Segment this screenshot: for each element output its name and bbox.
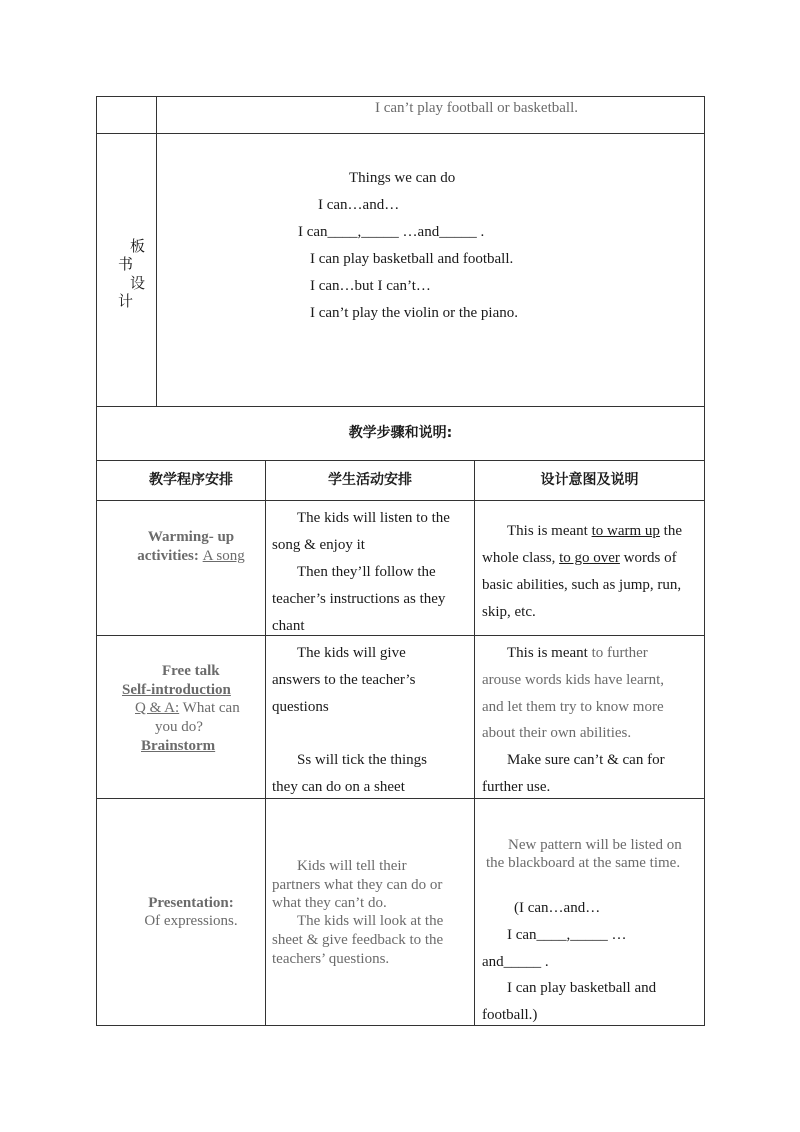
intent-line: football.): [482, 1007, 538, 1023]
intent-line: further use.: [482, 779, 551, 795]
table-border-line: [704, 96, 705, 1026]
activity-line: teacher’s instructions as they: [272, 591, 446, 607]
activity-line: song & enjoy it: [272, 537, 365, 553]
stage-prefix: activities:: [137, 548, 199, 564]
intent-text: This is meant: [507, 523, 592, 539]
stage-subtitle: Of expressions.: [144, 913, 238, 929]
board-design-label-char: 书: [118, 255, 134, 273]
column-header: 教学程序安排: [149, 472, 233, 488]
stage-subtitle: you do?: [155, 719, 203, 735]
intent-line: basic abilities, such as jump, run,: [482, 577, 682, 593]
activity-line: The kids will listen to the: [297, 510, 450, 526]
activity-line: Ss will tick the things: [297, 752, 428, 768]
activity-line: The kids will look at the: [297, 913, 444, 929]
stage-title: Free talk: [162, 663, 220, 679]
column-header: 设计意图及说明: [540, 472, 639, 488]
table-border-line: [96, 133, 705, 134]
board-line: I can____,_____ …and_____ .: [298, 224, 485, 240]
intent-line: [507, 640, 648, 667]
intent-line: Make sure can’t & can for: [507, 752, 665, 768]
intent-line: [482, 545, 677, 572]
board-line: I can…and…: [318, 197, 400, 213]
board-design-label-char: 板: [130, 237, 146, 255]
activity-line: chant: [272, 618, 305, 634]
stage-title: [96, 547, 286, 566]
board-line: I can…but I can’t…: [310, 278, 431, 294]
intent-line: the blackboard at the same time.: [486, 855, 681, 871]
intent-line: arouse words kids have learnt,: [482, 672, 665, 688]
intent-line: about their own abilities.: [482, 725, 632, 741]
table-border-line: [96, 1025, 705, 1026]
activity-line: Then they’ll follow the: [297, 564, 436, 580]
table-border-line: [474, 460, 475, 1026]
board-design-label-char: 设: [130, 274, 146, 292]
activity-line: what they can’t do.: [272, 895, 387, 911]
table-border-line: [96, 406, 705, 407]
board-line: I can’t play the violin or the piano.: [310, 305, 519, 321]
intent-line: (I can…and…: [514, 900, 601, 916]
stage-title: Brainstorm: [141, 738, 216, 754]
intent-line: I can play basketball and: [507, 980, 657, 996]
intent-text: to further: [587, 645, 648, 661]
activity-line: sheet & give feedback to the: [272, 932, 444, 948]
intent-line: and_____ .: [482, 954, 549, 970]
intent-line: [507, 518, 682, 545]
intent-text: whole class,: [482, 550, 560, 566]
activity-line: Kids will tell their: [297, 858, 407, 874]
stage-title: Self-introduction: [122, 682, 231, 698]
activity-line: questions: [272, 699, 329, 715]
intent-line: and let them try to know more: [482, 699, 664, 715]
intent-underlined: to warm up: [591, 523, 660, 539]
stage-text: What can: [179, 700, 240, 716]
top-row-text: I can’t play football or basketball.: [375, 100, 578, 116]
activity-line: answers to the teacher’s: [272, 672, 416, 688]
intent-line: I can____,_____ …: [507, 927, 627, 943]
stage-underlined: Q & A:: [135, 700, 180, 716]
intent-text: words of: [619, 550, 677, 566]
stage-title: Warming- up: [147, 529, 235, 545]
intent-text: This is meant: [507, 645, 588, 661]
stage-title: Presentation:: [148, 895, 234, 911]
section-title: 教学步骤和说明:: [348, 425, 453, 441]
intent-text: the: [659, 523, 682, 539]
activity-line: The kids will give: [297, 645, 406, 661]
column-header: 学生活动安排: [328, 472, 412, 488]
activity-line: partners what they can do or: [272, 877, 443, 893]
board-line: Things we can do: [349, 170, 456, 186]
table-border-line: [96, 635, 705, 636]
board-line: I can play basketball and football.: [310, 251, 514, 267]
intent-line: skip, etc.: [482, 604, 536, 620]
intent-underlined: to go over: [559, 550, 620, 566]
stage-link: A song: [202, 548, 245, 564]
intent-line: New pattern will be listed on: [508, 837, 682, 853]
stage-subtitle: [135, 699, 240, 718]
table-border-line: [156, 96, 157, 406]
board-design-label-char: 计: [118, 292, 134, 310]
table-border-line: [96, 500, 705, 501]
activity-line: teachers’ questions.: [272, 951, 390, 967]
table-border-line: [96, 460, 705, 461]
activity-line: they can do on a sheet: [272, 779, 405, 795]
